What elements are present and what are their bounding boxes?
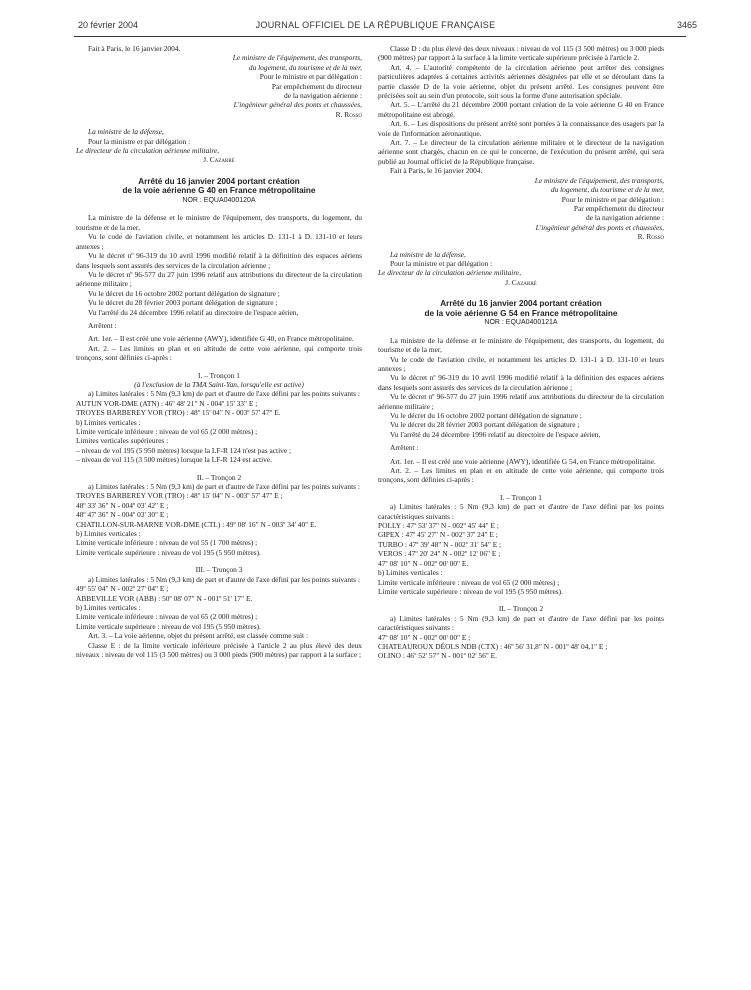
list-line: Limite verticale supérieure : niveau de vol 195 (5 950 mètres). bbox=[378, 586, 563, 596]
list-line: ABBEVILLE VOR (ABB) : 50º 08' 07" N - 001º 51' 17" E. bbox=[76, 593, 253, 603]
decree-title: de la voie aérienne G 40 en France métropolitaine bbox=[122, 186, 316, 196]
signature-line: Par empêchement du directeur bbox=[573, 203, 664, 213]
list-line: CHATILLON-SUR-MARNE VOR-DME (CTL) : 49º 08' 16" N - 003º 34' 40" E. bbox=[76, 519, 317, 529]
page-number: 3465 bbox=[676, 20, 697, 30]
signature-line: L'ingénieur général des ponts et chaussées, bbox=[535, 222, 664, 232]
right-column bbox=[378, 44, 664, 661]
signature-line: de la navigation aérienne : bbox=[586, 213, 664, 223]
spacer bbox=[76, 119, 362, 127]
signature-line: du logement, du tourisme et de la mer, bbox=[248, 62, 362, 72]
signature-line: La ministre de la défense, bbox=[88, 127, 164, 137]
paragraph: Vu le décret nº 96-577 du 27 juin 1996 relatif aux attributions du directeur de la circulation aérienne militaire ; bbox=[378, 392, 664, 411]
decree-title: Arrêté du 16 janvier 2004 portant création bbox=[440, 299, 602, 309]
signature-line: Le directeur de la circulation aérienne militaire, bbox=[76, 146, 220, 156]
list-line: b) Limites verticales : bbox=[76, 417, 141, 427]
list-line: TURBO : 47º 39' 48" N - 002º 31' 54" E ; bbox=[378, 539, 502, 549]
paragraph: Vu le décret nº 96-319 du 10 avril 1996 modifié relatif à la définition des espaces aériens dans lesquels sont assurés des services de la circulation aérienne ; bbox=[76, 251, 362, 270]
signatory-name: R. Rosso bbox=[335, 109, 362, 119]
signatory-name: J. Cazarré bbox=[203, 155, 235, 165]
section-heading: III. – Tronçon 3 bbox=[195, 565, 243, 575]
paragraph: Vu l'arrêté du 24 décembre 1996 relatif au directoire de l'espace aérien, bbox=[390, 429, 601, 439]
paragraph: Vu le décret du 16 octobre 2002 portant délégation de signature ; bbox=[88, 288, 280, 298]
paragraph: Art. 4. – L'autorité compétente de la circulation aérienne peut arrêter des consignes particulières adaptées à certaines activités aériennes désignées par elle et se déroulant dans la partie classée D de la voie aérienne, objet du présent arrêté. Les consignes peuvent être précisées soit au sein d'un protocole, soit sous la forme d'une autorisation spéciale. bbox=[378, 62, 664, 101]
list-line: 49º 55' 04" N - 002º 27' 04" E ; bbox=[76, 584, 169, 594]
list-line: b) Limites verticales : bbox=[76, 529, 141, 539]
spacer bbox=[76, 465, 362, 473]
list-line: OLINO : 46º 52' 57" N - 001º 02' 56" E. bbox=[378, 651, 497, 661]
paragraph: Art. 1er. – Il est créé une voie aérienne (AWY), identifiée G 40, en France métropolitaine. bbox=[88, 334, 354, 344]
paragraph: a) Limites latérales : 5 Nm (9,3 km) de part et d'autre de l'axe défini par les points caractéristiques suivants : bbox=[378, 613, 664, 633]
section-heading: I. – Tronçon 1 bbox=[500, 492, 542, 502]
nor-reference: NOR : EQUA0400120A bbox=[182, 197, 256, 205]
spacer bbox=[76, 205, 362, 213]
left-column bbox=[76, 44, 362, 659]
list-line: CHATEAUROUX DÉOLS NDB (CTX) : 46º 56' 31,8" N - 001º 48' 04,1" E ; bbox=[378, 641, 608, 651]
list-line: 47º 08' 10" N - 002º 00' 00" E. bbox=[378, 558, 469, 568]
spacer bbox=[76, 557, 362, 565]
header-rule bbox=[74, 36, 686, 37]
spacer bbox=[76, 165, 362, 177]
list-line: – niveau de vol 115 (3 500 mètres) lorsque la LF-R 124 est active. bbox=[76, 455, 272, 465]
list-line: TROYES BARBEREY VOR (TRO) : 48º 15' 04" N - 003º 57' 47" E. bbox=[76, 408, 281, 418]
signature-line: Par empêchement du directeur bbox=[271, 81, 362, 91]
list-line: TROYES BARBEREY VOR (TRO) : 48º 15' 04" N - 003º 57' 47" E ; bbox=[76, 491, 283, 501]
paragraph: Art. 7. – Le directeur de la circulation aérienne militaire et le directeur de la navigation aérienne sont chargés, chacun en ce qui le concerne, de l'exécution du présent arrêté, qui sera publié au Journal officiel de la République française. bbox=[378, 138, 664, 166]
signature-line: Pour la ministre et par délégation : bbox=[390, 258, 493, 268]
paragraph: Art. 2. – Les limites en plan et en altitude de cette voie aérienne, qui comporte trois tronçons, sont définies ci-après : bbox=[378, 466, 664, 485]
page-header bbox=[0, 20, 751, 32]
list-line: GIPEX : 47º 45' 27" N - 002º 37' 24" E ; bbox=[378, 530, 498, 540]
paragraph: Art. 3. – La voie aérienne, objet du présent arrêté, est classée comme suit : bbox=[88, 631, 308, 641]
header-date: 20 février 2004 bbox=[78, 20, 139, 30]
list-line: Limite verticale supérieure : niveau de vol 195 (5 950 mètres). bbox=[76, 621, 261, 631]
paragraph: La ministre de la défense et le ministre de l'équipement, des transports, du logement, du tourisme et de la mer, bbox=[76, 213, 362, 232]
signature-line: Le ministre de l'équipement, des transports, bbox=[232, 53, 362, 63]
signatory-name: R. Rosso bbox=[637, 232, 664, 242]
paragraph: Vu le décret du 28 février 2003 portant délégation de signature ; bbox=[88, 298, 278, 308]
paragraph: Vu le décret du 28 février 2003 portant délégation de signature ; bbox=[390, 420, 580, 430]
paragraph: a) Limites latérales : 5 Nm (9,3 km) de part et d'autre de l'axe défini par les points suivants : bbox=[88, 389, 360, 399]
list-line: Limite verticale supérieure : niveau de vol 195 (5 950 mètres). bbox=[76, 547, 261, 557]
journal-title: JOURNAL OFFICIEL DE LA RÉPUBLIQUE FRANÇAISE bbox=[255, 20, 496, 30]
signatory-name: J. Cazarré bbox=[505, 277, 537, 287]
list-line: b) Limites verticales : bbox=[76, 602, 141, 612]
list-line: 48º 47' 36" N - 004º 03' 30" E ; bbox=[76, 510, 169, 520]
paragraph: a) Limites latérales : 5 Nm (9,3 km) de part et d'autre de l'axe défini par les points suivants : bbox=[88, 482, 360, 492]
list-line: Limites verticales supérieures : bbox=[76, 436, 169, 446]
spacer bbox=[378, 287, 664, 299]
paragraph: La ministre de la défense et le ministre de l'équipement, des transports, du logement, du tourisme et de la mer, bbox=[378, 335, 664, 355]
decree-title: Arrêté du 16 janvier 2004 portant création bbox=[138, 176, 300, 186]
list-line: 48º 33' 36" N - 004º 03' 42" E ; bbox=[76, 500, 169, 510]
signature-line: Arrêtent : bbox=[88, 320, 117, 330]
signature-line: Le directeur de la circulation aérienne militaire, bbox=[378, 268, 522, 278]
list-line: 47º 08' 10" N - 002º 00' 00" E ; bbox=[378, 632, 471, 642]
section-heading: II. – Tronçon 2 bbox=[498, 604, 544, 614]
paragraph: Fait à Paris, le 16 janvier 2004. bbox=[88, 44, 181, 53]
paragraph: Vu le décret nº 96-577 du 27 juin 1996 relatif aux attributions du directeur de la circulation aérienne militaire ; bbox=[76, 269, 362, 289]
list-line: AUTUN VOR-DME (ATN) : 46º 48' 21" N - 004º 15' 33" E ; bbox=[76, 398, 258, 408]
paragraph: (à l'exclusion de la TMA Saint-Yan, lorsqu'elle est active) bbox=[134, 379, 304, 389]
paragraph: Art. 2. – Les limites en plan et en altitude de cette voie aérienne, qui comporte trois tronçons, sont définies ci-après : bbox=[76, 343, 362, 363]
paragraph: Vu le code de l'aviation civile, et notamment les articles D. 131-1 à D. 131-10 et leurs annexes ; bbox=[76, 232, 362, 251]
list-line: Limite verticale inférieure : niveau de vol 65 (2 000 mètres) ; bbox=[76, 612, 258, 622]
list-line: Limite verticale inférieure : niveau de vol 65 (2 000 mètres) ; bbox=[378, 577, 560, 587]
paragraph: Fait à Paris, le 16 janvier 2004. bbox=[390, 166, 483, 176]
paragraph: a) Limites latérales : 5 Nm (9,3 km) de part et d'autre de l'axe défini par les points caractéristiques suivants : bbox=[378, 502, 664, 521]
signature-line: de la navigation aérienne : bbox=[284, 91, 362, 101]
paragraph: Vu le décret nº 96-319 du 10 avril 1996 modifié relatif à la définition des espaces aériens dans lesquels sont assurés des services de la circulation aérienne ; bbox=[378, 373, 664, 392]
paragraph: Classe E : de la limite verticale inférieure précisée à l'article 2 au plus élevé des deux niveaux : niveau de vol 115 (3 500 mètres) ou 3 000 pieds (900 mètres) par rapport à la surface ; bbox=[76, 640, 362, 659]
paragraph: Classe D : du plus élevé des deux niveaux : niveau de vol 115 (3 500 mètres) ou 3 000 pieds (900 mètres) par rapport à la surface à la limite verticale supérieure précisée à l'article 2. bbox=[378, 44, 664, 63]
signature-line: Arrêtent : bbox=[390, 443, 419, 453]
paragraph: Vu le décret du 16 octobre 2002 portant délégation de signature ; bbox=[390, 411, 582, 420]
list-line: Limite verticale inférieure : niveau de vol 65 (2 000 mètres) ; bbox=[76, 427, 258, 436]
decree-title: de la voie aérienne G 54 en France métropolitaine bbox=[424, 308, 618, 318]
paragraph: Art. 6. – Les dispositions du présent arrêté sont portées à la connaissance des usagers par la voie de l'information aéronautique. bbox=[378, 119, 664, 138]
paragraph: Vu l'arrêté du 24 décembre 1996 relatif au directoire de l'espace aérien, bbox=[88, 307, 299, 317]
signature-line: Pour le ministre et par délégation : bbox=[561, 194, 664, 204]
list-line: VEROS : 47º 20' 24" N - 002º 12' 06" E ; bbox=[378, 549, 501, 559]
list-line: – niveau de vol 195 (5 950 mètres) lorsque la LF-R 124 n'est pas active ; bbox=[76, 445, 291, 455]
signature-line: La ministre de la défense, bbox=[390, 249, 466, 259]
spacer bbox=[378, 485, 664, 493]
spacer bbox=[378, 596, 664, 604]
list-line: POLLY : 47º 53' 37" N - 002º 45' 44" E ; bbox=[378, 521, 499, 531]
paragraph: Art. 5. – L'arrêté du 21 décembre 2000 portant création de la voie aérienne G 40 en France métropolitaine est abrogé. bbox=[378, 100, 664, 119]
spacer bbox=[378, 328, 664, 336]
nor-reference: NOR : EQUA0400121A bbox=[484, 319, 558, 327]
paragraph: a) Limites latérales : 5 Nm (9,3 km) de part et d'autre de l'axe défini par les points suivants : bbox=[88, 574, 360, 584]
paragraph: Art. 1er. – Il est créé une voie aérienne (AWY), identifiée G 54, en France métropolitaine. bbox=[390, 456, 656, 466]
signature-line: Pour le ministre et par délégation : bbox=[259, 72, 362, 82]
section-heading: II. – Tronçon 2 bbox=[196, 472, 242, 482]
paragraph: Vu le code de l'aviation civile, et notamment les articles D. 131-1 à D. 131-10 et leurs annexes ; bbox=[378, 354, 664, 373]
list-line: b) Limites verticales : bbox=[378, 568, 443, 578]
spacer bbox=[378, 242, 664, 250]
signature-line: L'ingénieur général des ponts et chaussées, bbox=[233, 100, 362, 110]
section-heading: I. – Tronçon 1 bbox=[198, 370, 240, 380]
signature-line: Pour la ministre et par délégation : bbox=[88, 136, 191, 146]
spacer bbox=[76, 363, 362, 371]
signature-line: Le ministre de l'équipement, des transports, bbox=[534, 175, 664, 185]
signature-line: du logement, du tourisme et de la mer, bbox=[550, 185, 664, 195]
list-line: Limite verticale inférieure : niveau de vol 55 (1 700 mètres) ; bbox=[76, 538, 258, 548]
